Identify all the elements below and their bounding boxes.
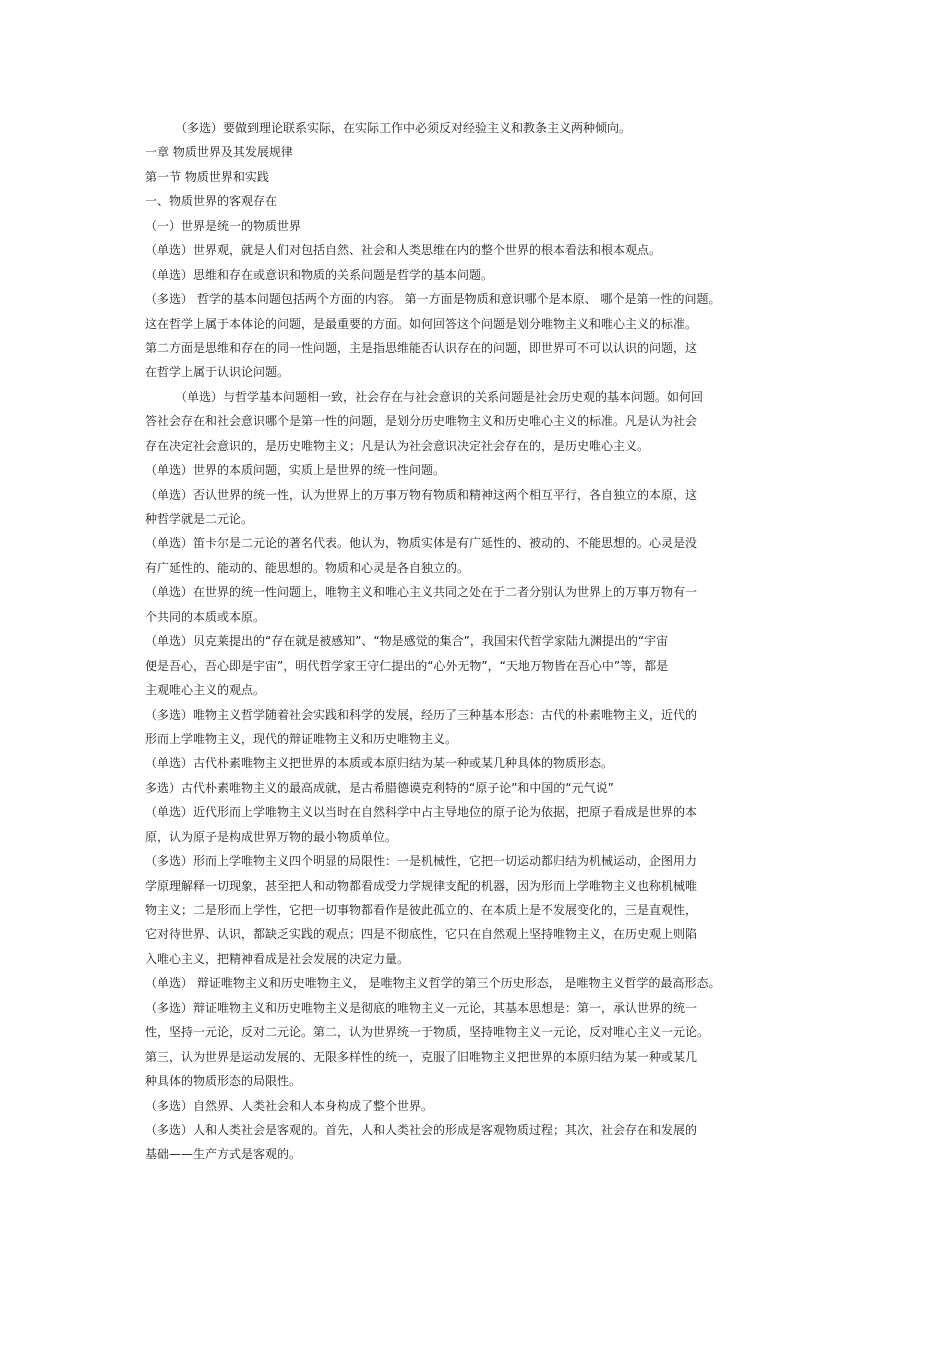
text-line: 存在决定社会意识的，是历史唯物主义；凡是认为社会意识决定社会存在的，是历史唯心主义。 — [145, 438, 650, 453]
text-line: （单选）笛卡尔是二元论的著名代表。他认为，物质实体是有广延性的、被动的、不能思想的。心灵是没 — [145, 536, 698, 551]
text-line: （单选）思维和存在或意识和物质的关系问题是哲学的基本问题。 — [145, 267, 494, 282]
text-line: （多选） 哲学的基本问题包括两个方面的内容。 第一方面是物质和意识哪个是本原、 哪个是第一性的问题。 — [145, 292, 721, 307]
text-line: （单选）世界的本质问题，实质上是世界的统一性问题。 — [145, 463, 446, 478]
text-line: （多选）形而上学唯物主义四个明显的局限性：一是机械性，它把一切运动都归结为机械运动，企图用力 — [145, 854, 698, 869]
text-line: 它对待世界、认识，都缺乏实践的观点；四是不彻底性，它只在自然观上坚持唯物主义，在历史观上则陷 — [145, 927, 698, 942]
text-line: （单选） 辩证唯物主义和历史唯物主义， 是唯物主义哲学的第三个历史形态， 是唯物主义哲学的最高形态。 — [145, 976, 721, 991]
text-line: 个共同的本质或本原。 — [145, 609, 266, 624]
text-line: 主观唯心主义的观点。 — [145, 683, 266, 698]
text-line: （单选）近代形而上学唯物主义以当时在自然科学中占主导地位的原子论为依据，把原子看成是世界的本 — [145, 805, 698, 820]
text-line: （多选）辩证唯物主义和历史唯物主义是彻底的唯物主义一元论，其基本思想是：第一，承认世界的统一 — [145, 1000, 698, 1015]
text-line: 第三，认为世界是运动发展的、无限多样性的统一，克服了旧唯物主义把世界的本原归结为某一种或某几 — [145, 1049, 698, 1064]
text-line: （多选）自然界、人类社会和人本身构成了整个世界。 — [145, 1098, 434, 1113]
text-line: 原，认为原子是构成世界万物的最小物质单位。 — [145, 829, 398, 844]
text-line: 答社会存在和社会意识哪个是第一性的问题，是划分历史唯物主义和历史唯心主义的标准。凡是认为社会 — [145, 414, 698, 429]
text-line: （多选）要做到理论联系实际，在实际工作中必须反对经验主义和教条主义两种倾向。 — [175, 121, 632, 135]
text-line: 种具体的物质形态的局限性。 — [145, 1074, 302, 1089]
text-line: 第二方面是思维和存在的同一性问题，主是指思维能否认识存在的问题，即世界可不可以认识的问题，这 — [145, 340, 698, 355]
text-line: 性，坚持一元论，反对二元论。第二，认为世界统一于物质，坚持唯物主义一元论，反对唯心主义一元论。 — [145, 1025, 710, 1040]
text-line: （一）世界是统一的物质世界 — [145, 218, 302, 233]
text-line: 种哲学就是二元论。 — [145, 512, 254, 526]
text-line: 这在哲学上属于本体论的问题，是最重要的方面。如何回答这个问题是划分唯物主义和唯心主义的标准。 — [145, 316, 698, 331]
text-line: 有广延性的、能动的、能思想的。物质和心灵是各自独立的。 — [145, 560, 470, 575]
text-line: 第一节 物质世界和实践 — [145, 169, 269, 184]
text-line: （单选）在世界的统一性问题上，唯物主义和唯心主义共同之处在于二者分别认为世界上的万事万物有一 — [145, 585, 698, 600]
text-line: 物主义；二是形而上学性，它把一切事物都看作是彼此孤立的、在本质上是不发展变化的，三是直观性， — [145, 903, 698, 917]
text-line: 一、物质世界的客观存在 — [145, 194, 278, 209]
text-line: 基础——生产方式是客观的。 — [145, 1147, 302, 1162]
text-line: （多选）唯物主义哲学随着社会实践和科学的发展，经历了三种基本形态：古代的朴素唯物主义，近代的 — [145, 707, 698, 722]
text-line: 形而上学唯物主义，现代的辩证唯物主义和历史唯物主义。 — [145, 731, 458, 746]
text-line: （单选）否认世界的统一性，认为世界上的万事万物有物质和精神这两个相互平行，各自独立的本原，这 — [145, 487, 698, 502]
text-line: （单选）古代朴素唯物主义把世界的本质或本原归结为某一种或某几种具体的物质形态。 — [145, 756, 614, 771]
text-line: （多选）人和人类社会是客观的。首先，人和人类社会的形成是客观物质过程；其次，社会存在和发展的 — [145, 1122, 698, 1137]
text-line: （单选）与哲学基本问题相一致，社会存在与社会意识的关系问题是社会历史观的基本问题。如何回 — [175, 389, 704, 404]
text-line: （单选）贝克莱提出的“存在就是被感知”、“物是感觉的集合”，我国宋代哲学家陆九渊提出的“宇宙 — [145, 634, 669, 649]
text-line: 入唯心主义，把精神看成是社会发展的决定力量。 — [145, 951, 410, 966]
text-line: （单选）世界观，就是人们对包括自然、社会和人类思维在内的整个世界的根本看法和根本观点。 — [145, 243, 662, 258]
text-line: 学原理解释一切现象，甚至把人和动物都看成受力学规律支配的机器，因为形而上学唯物主义也称机械唯 — [145, 878, 698, 893]
text-line: 在哲学上属于认识论问题。 — [145, 365, 290, 380]
document-body — [145, 116, 795, 1167]
text-line: 一章 物质世界及其发展规律 — [145, 145, 293, 160]
text-line: 便是吾心，吾心即是宇宙”，明代哲学家王守仁提出的“心外无物”，“天地万物皆在吾心中”等，都是 — [145, 658, 669, 673]
text-line: 多选）古代朴素唯物主义的最高成就，是古希腊德谟克利特的“原子论”和中国的“元气说” — [145, 780, 614, 795]
